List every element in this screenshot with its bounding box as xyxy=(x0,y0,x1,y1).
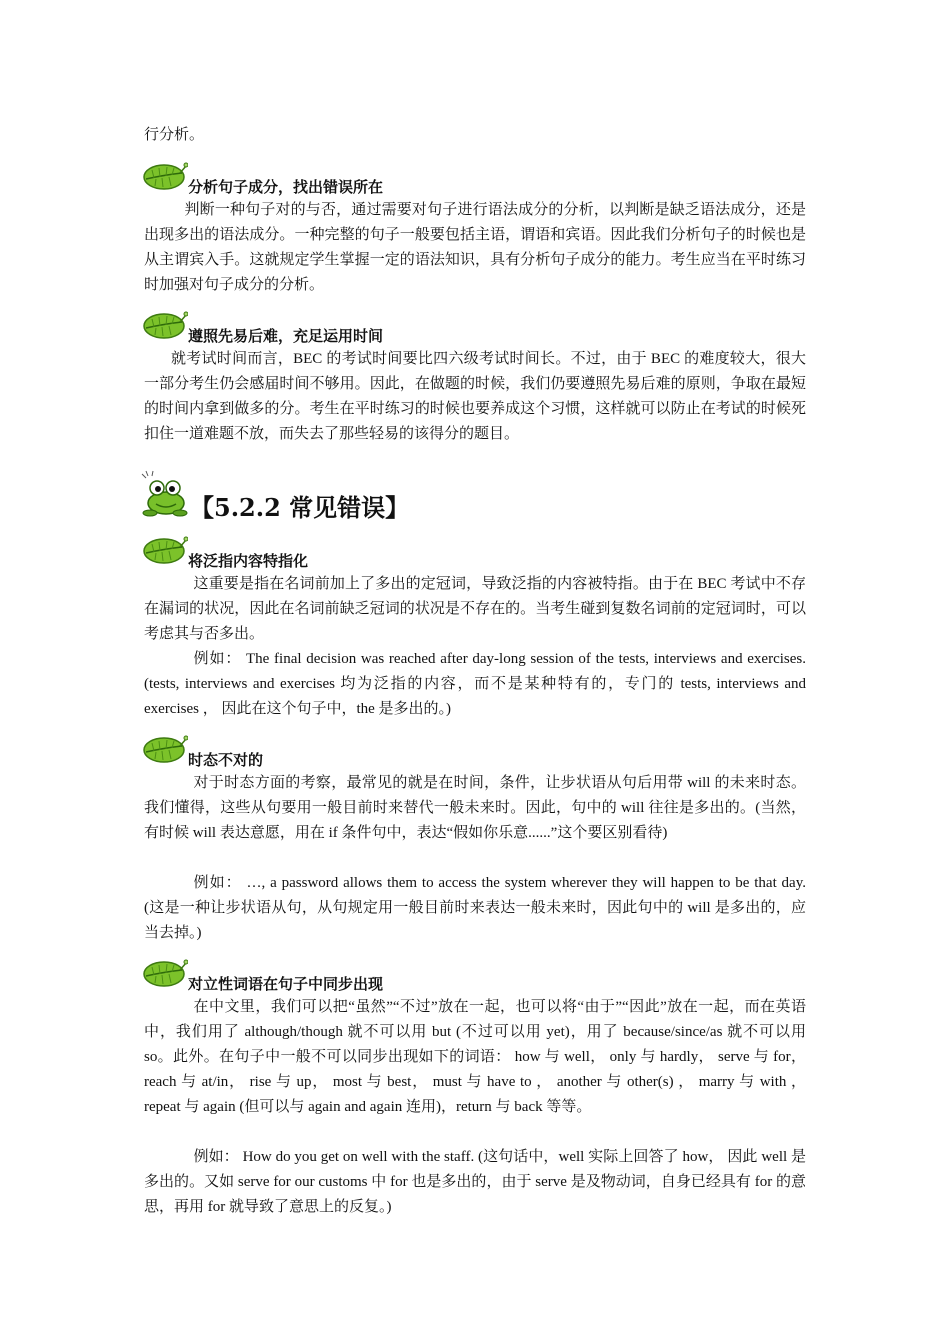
leaf-bullet-icon xyxy=(142,731,188,765)
paragraph-opposing-words: 在中文里，我们可以把“虽然”“不过”放在一起，也可以将“由于”“因此”放在一起，而在英语中，我们用了 although/though 就不可以用 but (不过可以用 yet)，用了 because/since/as 就不可以用 so。此外。在句子中一般不可以同步出现如下的词语： how 与 well， only 与 hardly， serve 与 for， reach 与 at/in， rise 与 up， most 与 best， must 与 have to ， another 与 other(s) ， marry 与 with ， repeat 与 again (但可以与 again and again 连用)，return 与 back 等等。 xyxy=(144,999,806,1115)
leaf-bullet-icon xyxy=(142,307,188,341)
frog-icon xyxy=(140,470,188,518)
leaf-bullet-icon xyxy=(142,532,188,566)
example-specific-generalization: 例如： The final decision was reached after day-long session of the tests, interviews and exercises. (tests, interviews and exercises 均为泛指的内容，而不是某种特有的，专门的 tests, interviews and exercises ， 因此在这个句子中，the 是多出的。) xyxy=(144,651,806,717)
heading-text: 对立性词语在句子中同步出现 xyxy=(188,975,384,993)
section-title: 【5.2.2 常见错误】 xyxy=(190,493,410,522)
paragraph-specific-generalization: 这重要是指在名词前加上了多出的定冠词，导致泛指的内容被特指。由于在 BEC 考试中不存在漏词的状况，因此在名词前缺乏冠词的状况是不存在的。当考生碰到复数名词前的定冠词时，可以考虑其与否多出。 xyxy=(144,576,806,642)
heading-text: 遵照先易后难，充足运用时间 xyxy=(188,327,384,345)
heading-text: 时态不对的 xyxy=(188,751,264,769)
paragraph-analyze-sentence: 判断一种句子对的与否，通过需要对句子进行语法成分的分析，以判断是缺乏语法成分，还是出现多出的语法成分。一种完整的句子一般要包括主语，谓语和宾语。因此我们分析句子的时候也是从主谓宾入手。这就规定学生掌握一定的语法知识，具有分析句子成分的能力。考生应当在平时练习时加强对句子成分的分析。 xyxy=(144,202,806,293)
heading-text: 将泛指内容特指化 xyxy=(188,552,309,570)
example-opposing-words: 例如： How do you get on well with the staff. (这句话中，well 实际上回答了 how， 因此 well 是多出的。又如 serve for our customs 中 for 也是多出的，由于 serve 是及物动词，自身已经具有 for 的意思，再用 for 就导致了意思上的反复。) xyxy=(144,1149,806,1215)
paragraph-wrong-tense: 对于时态方面的考察，最常见的就是在时间，条件，让步状语从句后用带 will 的未来时态。我们懂得，这些从句要用一般目前时来替代一般未来时。因此，句中的 will 往往是多出的。(当然，有时候 will 表达意愿，用在 if 条件句中，表达“假如你乐意......”这个要区别看待) xyxy=(144,775,806,841)
top-fragment: 行分析。 xyxy=(144,127,205,143)
leaf-bullet-icon xyxy=(142,158,188,192)
paragraph-easy-first: 就考试时间而言，BEC 的考试时间要比四六级考试时间长。不过，由于 BEC 的难度较大，很大一部分考生仍会感届时间不够用。因此，在做题的时候，我们仍要遵照先易后难的原则，争取在最短的时间内拿到做多的分。考生在平时练习的时候也要养成这个习惯，这样就可以防止在考试的时候死扣住一道难题不放，而失去了那些轻易的该得分的题目。 xyxy=(144,351,806,442)
example-wrong-tense: 例如： …, a password allows them to access the system wherever they will happen to be that day. (这是一种让步状语从句，从句规定用一般目前时来表达一般未来时，因此句中的 will 是多出的，应当去掉。) xyxy=(144,875,806,941)
leaf-bullet-icon xyxy=(142,955,188,989)
heading-text: 分析句子成分，找出错误所在 xyxy=(188,178,384,196)
